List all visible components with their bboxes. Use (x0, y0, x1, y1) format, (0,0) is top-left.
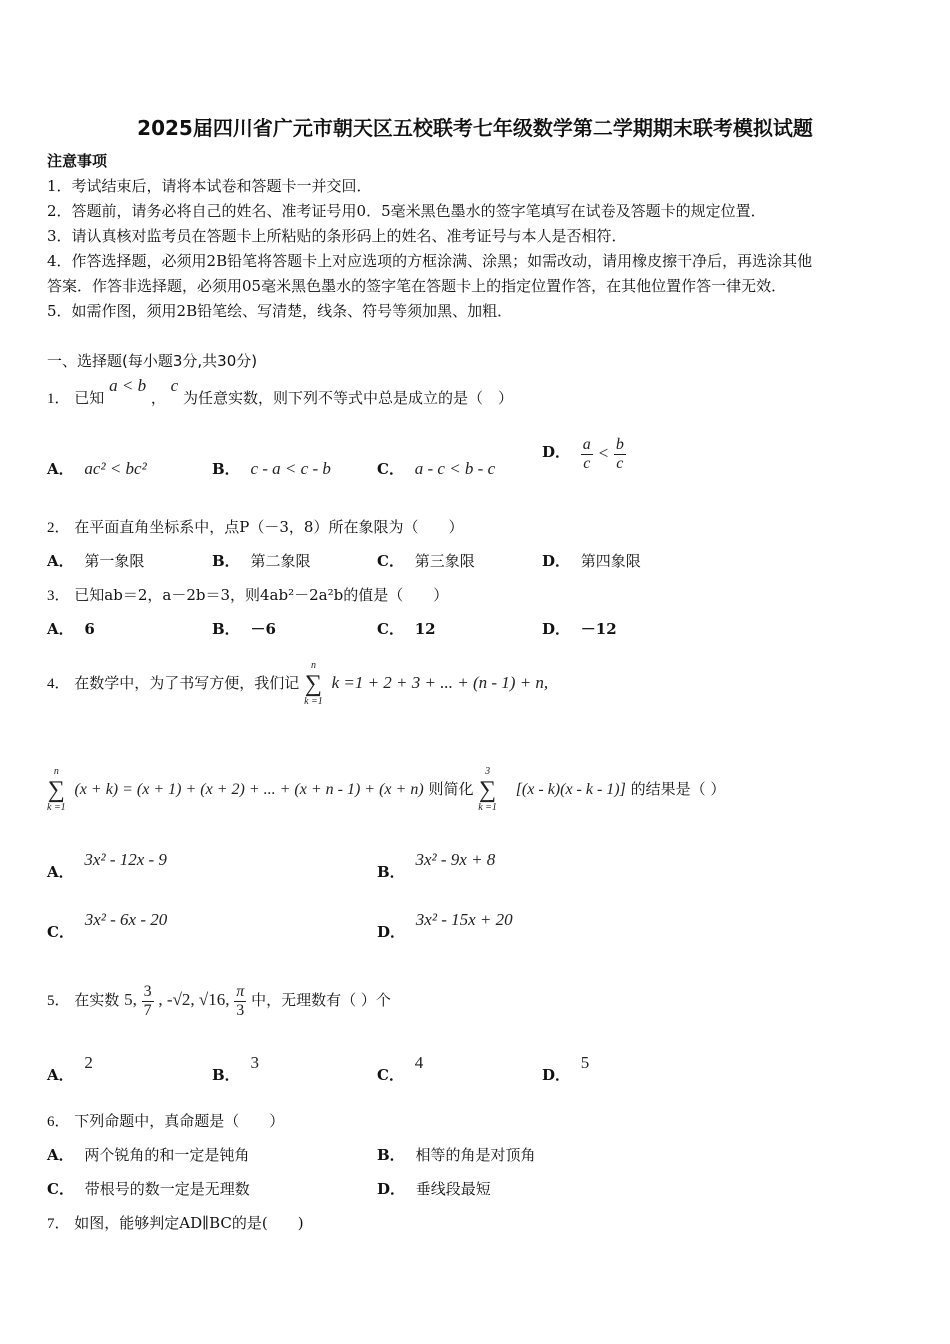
option-letter: C． (47, 923, 74, 941)
notice-item-5: 5．如需作图，须用2B铅笔绘、写清楚，线条、符号等须加黑、加粗． (47, 302, 513, 320)
question-text: 下列命题中，真命题是（ ） (74, 1112, 285, 1130)
option-letter: D． (542, 620, 571, 638)
sum-upper: 3 (485, 766, 491, 777)
question-text: 已知ab＝2，a－2b＝3，则4ab²－2a²b的值是（ ） (74, 586, 449, 604)
option-b (212, 1053, 259, 1087)
option-a (47, 1053, 93, 1087)
option-letter: B． (212, 620, 240, 638)
fraction-numerator: 3 (143, 982, 152, 1000)
question-5 (47, 972, 391, 1029)
option-letter: D． (542, 552, 571, 570)
option-text: 3 (250, 1053, 259, 1072)
math-expression: [(x - k)(x - k - 1)] (515, 781, 626, 798)
sum-lower: k =1 (304, 696, 323, 707)
sum-lower: k =1 (478, 802, 497, 813)
fraction (234, 983, 246, 1020)
question-number: 2． (47, 520, 70, 536)
option-c (47, 910, 168, 944)
option-d (542, 617, 617, 641)
option-expression: ac² < bc² (84, 459, 147, 478)
sum-upper: n (310, 660, 316, 671)
question-4 (47, 660, 548, 708)
option-a (47, 850, 167, 884)
option-a (47, 1143, 249, 1167)
option-letter: C． (47, 1180, 74, 1198)
question-text: 在实数 (74, 991, 120, 1009)
option-text: 4 (414, 1053, 424, 1072)
sum-lower: k =1 (47, 802, 66, 813)
option-letter: B． (377, 1146, 405, 1164)
option-expression: 3x² - 9x + 8 (415, 850, 496, 869)
question-number: 4． (47, 676, 70, 692)
option-letter: C． (377, 1066, 404, 1084)
question-number: 5． (47, 993, 70, 1009)
option-c (47, 1177, 250, 1201)
option-letter: D． (542, 1066, 571, 1084)
option-text: －12 (580, 620, 617, 638)
fraction-denominator: 3 (236, 1001, 245, 1019)
math-expression: (x + k) = (x + 1) + (x + 2) + ... + (x + n - 1) + (x + n) (74, 781, 424, 798)
option-c (377, 1053, 424, 1087)
relation-symbol: < (597, 443, 610, 463)
summation-symbol (47, 766, 66, 814)
question-number: 3． (47, 588, 70, 604)
option-letter: C． (377, 620, 404, 638)
question-text: 在数学中，为了书写方便，我们记 (74, 674, 300, 692)
question-text: 在平面直角坐标系中，点P（－3，8）所在象限为（ ） (74, 518, 464, 536)
fraction-denominator: c (583, 455, 591, 472)
question-2 (47, 515, 463, 540)
option-expression: c - a < c - b (250, 459, 331, 478)
summation-symbol (304, 660, 323, 708)
math-expression: 5, (124, 990, 137, 1009)
option-a (47, 457, 147, 481)
option-letter: B． (212, 460, 240, 478)
option-d (542, 1053, 590, 1087)
notice-item-2: 2．答题前，请务必将自己的姓名、准考证号用0．5毫米黑色墨水的签字笔填写在试卷及答题卡的规定位置． (47, 202, 766, 220)
sum-upper: n (53, 766, 59, 777)
option-text: 第四象限 (580, 552, 641, 570)
option-text: 垂线段最短 (415, 1180, 491, 1198)
notice-item-1: 1．考试结束后，请将本试卷和答题卡一并交回． (47, 177, 372, 195)
option-letter: D． (377, 1180, 406, 1198)
option-c (377, 617, 436, 641)
sigma-icon: ∑ (479, 777, 497, 803)
option-d (542, 549, 641, 573)
notice-heading: 注意事项 (47, 152, 108, 170)
sigma-icon: ∑ (47, 777, 65, 803)
question-number: 6． (47, 1114, 70, 1130)
question-text: 为任意实数，则下列不等式中总是成立的是（ ） (182, 389, 513, 407)
option-text: 第三象限 (414, 552, 475, 570)
option-text: 第一象限 (84, 552, 145, 570)
math-expression: c (170, 376, 179, 395)
fraction-numerator: π (236, 982, 245, 1000)
option-a (47, 617, 95, 641)
option-text: －6 (250, 620, 276, 638)
question-text: 中，无理数有（ ）个 (251, 991, 391, 1009)
option-b (377, 1143, 535, 1167)
question-4-cont (47, 766, 725, 814)
fraction-denominator: c (616, 455, 624, 472)
option-letter: A． (47, 1146, 74, 1164)
option-text: 5 (580, 1053, 590, 1072)
question-number: 7． (47, 1216, 70, 1232)
option-expression: 3x² - 12x - 9 (84, 850, 167, 869)
option-letter: A． (47, 460, 74, 478)
option-letter: A． (47, 552, 74, 570)
option-letter: B． (377, 863, 405, 881)
option-expression: 3x² - 6x - 20 (84, 910, 168, 929)
summation-symbol (478, 766, 497, 814)
option-a (47, 549, 144, 573)
option-letter: A． (47, 863, 74, 881)
fraction-numerator: a (582, 436, 591, 453)
option-letter: B． (212, 552, 240, 570)
fraction (142, 983, 154, 1020)
option-letter: A． (47, 620, 74, 638)
option-c (377, 457, 495, 481)
option-d (377, 910, 513, 944)
fraction (581, 436, 593, 473)
math-expression: k =1 + 2 + 3 + ... + (n - 1) + n, (331, 673, 549, 692)
question-7 (47, 1211, 304, 1236)
math-expression: a < b (109, 376, 147, 395)
option-text: 带根号的数一定是无理数 (84, 1180, 250, 1198)
option-text: 两个锐角的和一定是钝角 (84, 1146, 250, 1164)
option-b (212, 549, 310, 573)
fraction-denominator: 7 (143, 1001, 152, 1019)
option-text: 相等的角是对顶角 (415, 1146, 536, 1164)
question-text: ， (150, 389, 166, 407)
option-d (377, 1177, 491, 1201)
option-letter: D． (377, 923, 406, 941)
option-b (212, 617, 276, 641)
notice-item-3: 3．请认真核对监考员在答题卡上所粘贴的条形码上的姓名、准考证号与本人是否相符． (47, 227, 627, 245)
option-letter: D． (542, 442, 571, 461)
option-d (542, 436, 626, 473)
question-text: 已知 (74, 389, 105, 407)
option-expression: a - c < b - c (414, 459, 496, 478)
option-b (377, 850, 496, 884)
option-c (377, 549, 475, 573)
question-text: 如图，能够判定AD∥BC的是( ) (74, 1214, 304, 1232)
option-b (212, 457, 331, 481)
option-letter: B． (212, 1066, 240, 1084)
question-3 (47, 583, 448, 608)
option-letter: A． (47, 1066, 74, 1084)
question-1 (47, 376, 513, 411)
question-6 (47, 1109, 284, 1134)
option-text: 12 (414, 620, 436, 638)
exam-title: 2025届四川省广元市朝天区五校联考七年级数学第二学期期末联考模拟试题 (137, 116, 813, 140)
section-heading: 一、选择题(每小题3分,共30分) (47, 352, 258, 370)
option-letter: C． (377, 552, 404, 570)
sigma-icon: ∑ (304, 671, 322, 697)
option-text: 第二象限 (250, 552, 311, 570)
option-letter: C． (377, 460, 404, 478)
question-text: 则简化 (428, 780, 474, 798)
math-expression: , -√2, √16, (158, 990, 230, 1009)
notice-item-4: 4．作答选择题，必须用2B铅笔将答题卡上对应选项的方框涂满、涂黑；如需改动，请用橡皮擦干净后，再选涂其他 (47, 252, 813, 270)
fraction (614, 436, 626, 473)
question-text: 的结果是（ ） (630, 780, 726, 798)
option-text: 2 (84, 1053, 93, 1072)
fraction-numerator: b (615, 436, 624, 453)
question-number: 1． (47, 391, 70, 407)
option-text: 6 (84, 620, 95, 638)
option-expression: 3x² - 15x + 20 (415, 910, 513, 929)
notice-item-4-cont: 答案．作答非选择题，必须用05毫米黑色墨水的签字笔在答题卡上的指定位置作答，在其他位置作答一律无效． (47, 277, 787, 295)
